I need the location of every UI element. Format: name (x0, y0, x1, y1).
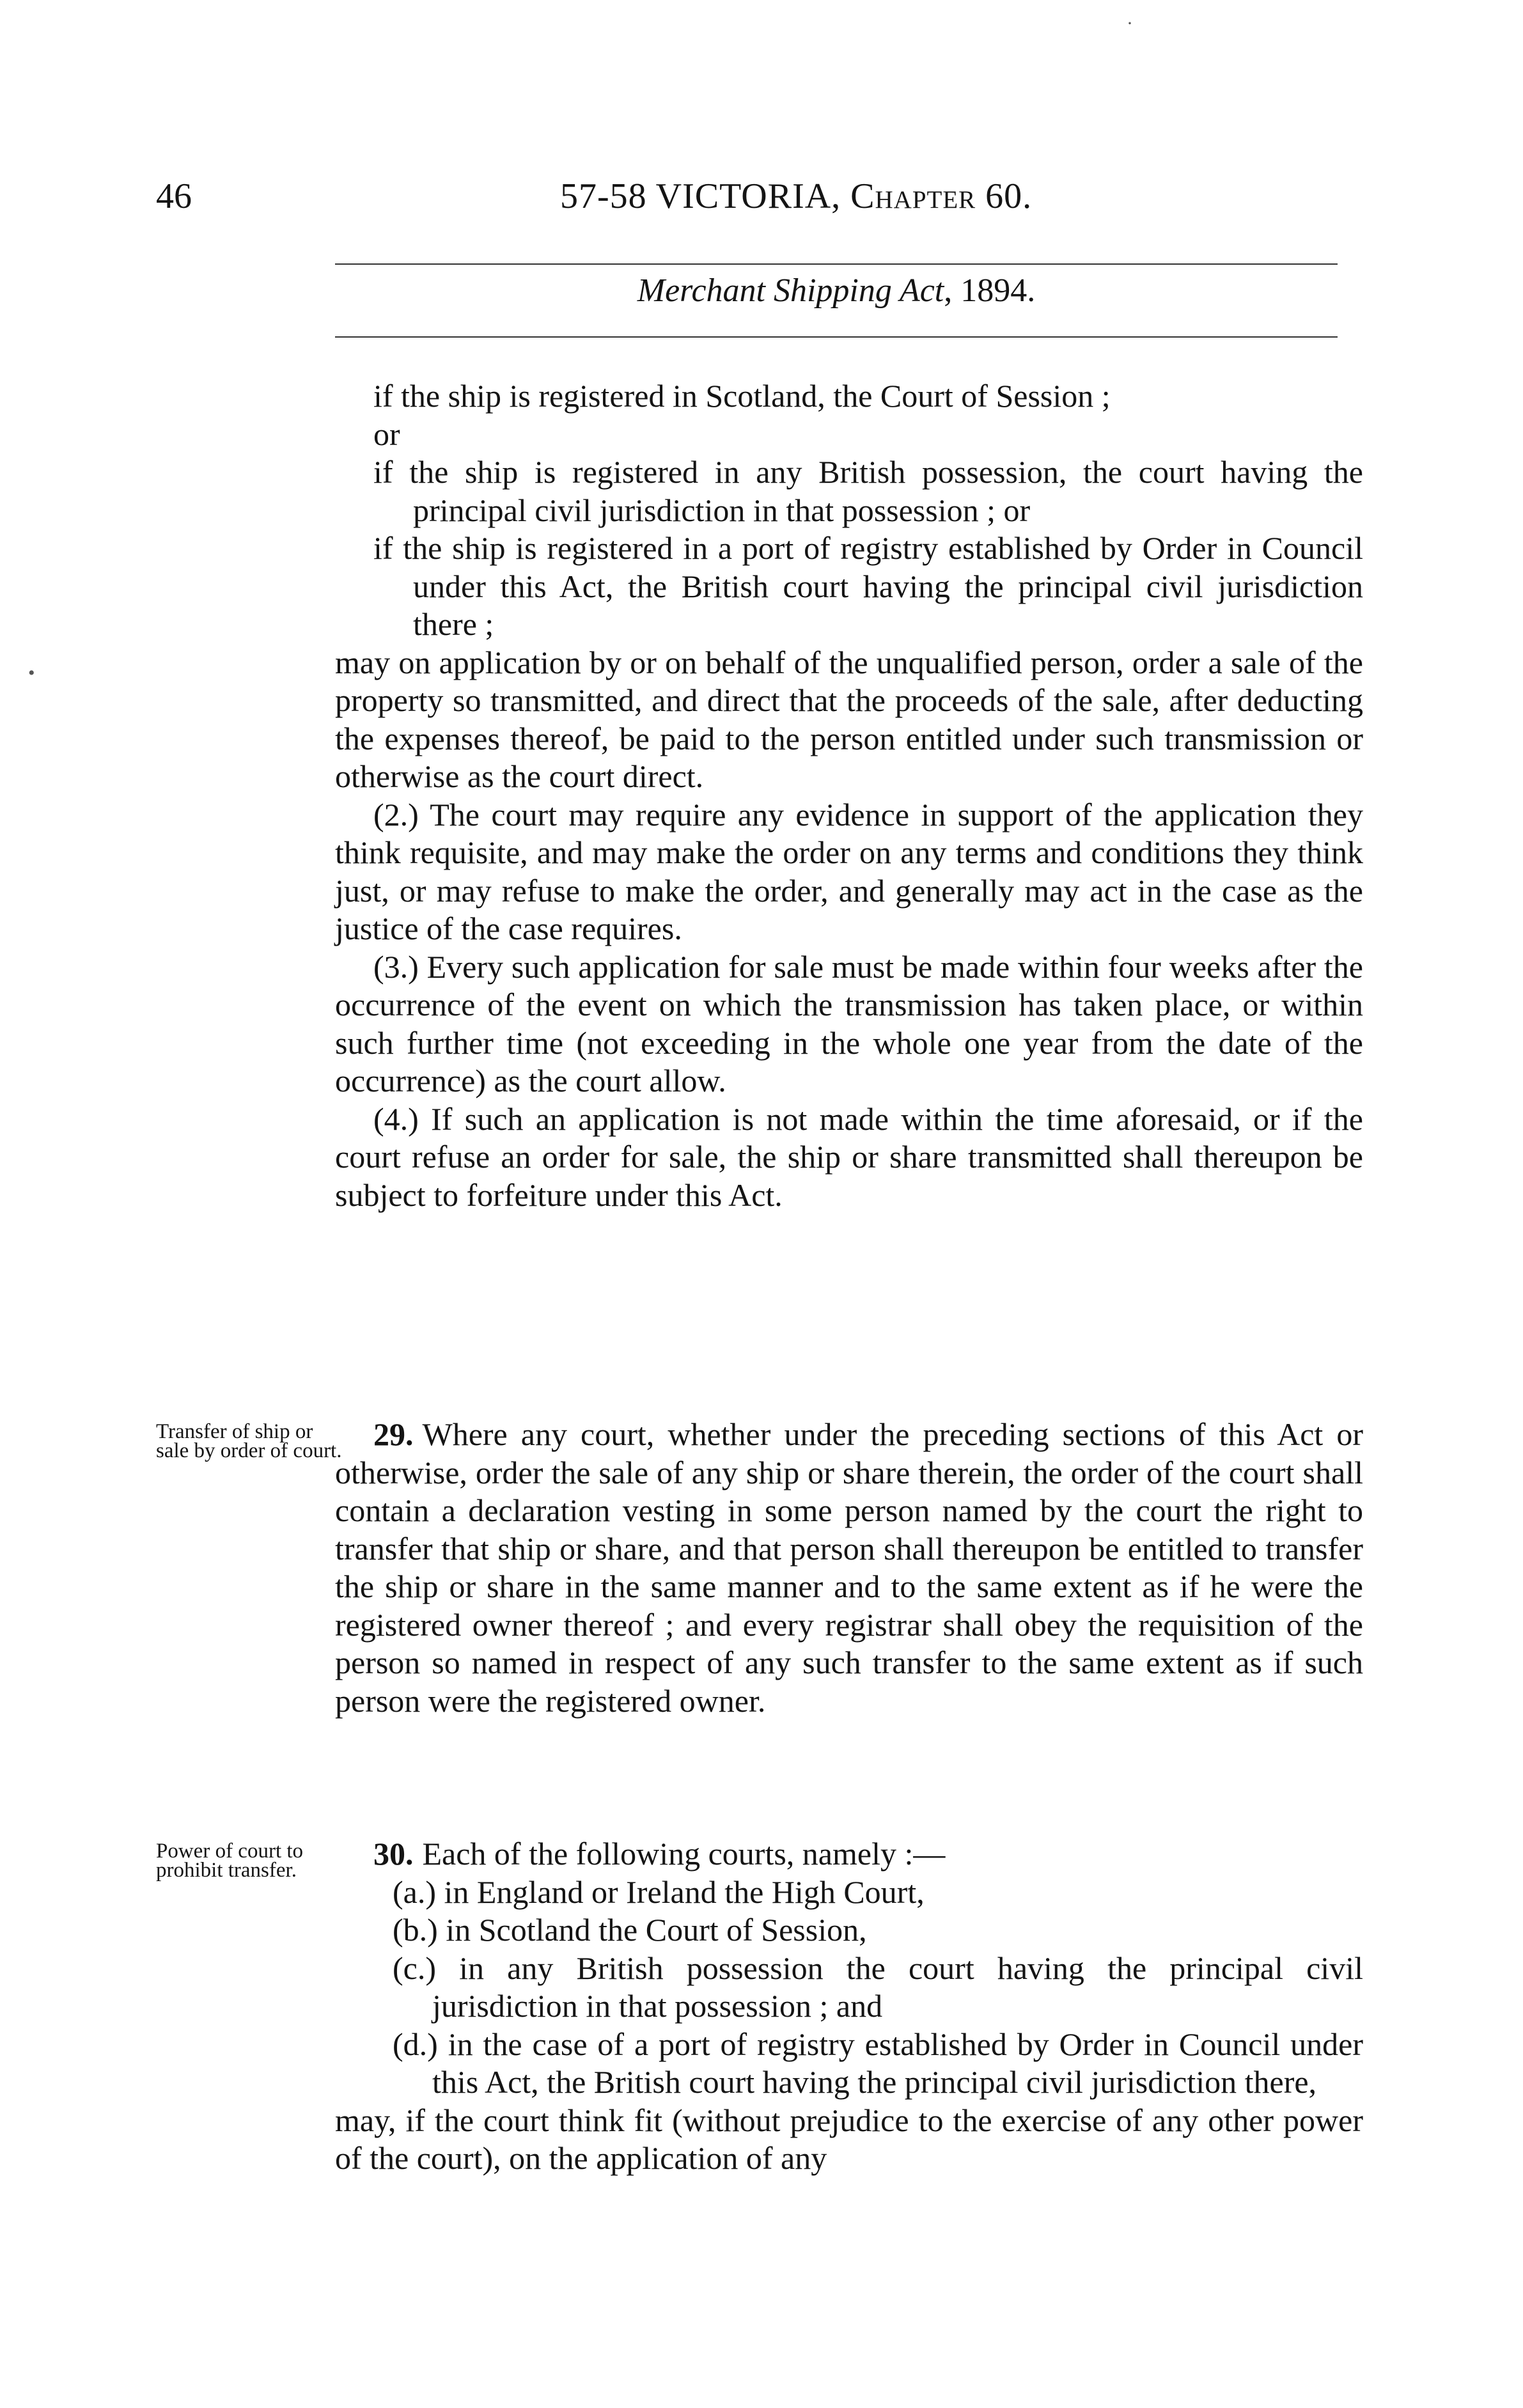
section-30-closing: may, if the court think fit (without prejudice to the exercise of any other power of the court), on the application of any (335, 2102, 1363, 2176)
act-subtitle (335, 270, 1338, 312)
subsection-4: (4.) If such an application is not made within the time aforesaid, or if the court refuse an order for sale, the ship or share transmitted shall thereupon be subject to forfeiture under this Act. (335, 1100, 1363, 1213)
section-28-continuation (335, 377, 1363, 1214)
sale-order-clause: may on application by or on behalf of the unqualified person, order a sale of the property so transmitted, and direct that the proceeds of the sale, after deducting the expenses thereof, be paid to the person entitled under such transmission or otherwise as the court direct. (335, 644, 1363, 794)
header-rule-top (335, 263, 1338, 265)
act-year: , 1894. (944, 272, 1036, 309)
stray-mark-top: · (1127, 13, 1133, 34)
page-number: 46 (156, 176, 192, 216)
court-british-possession: if the ship is registered in any British possession, the court having the principal civil jurisdiction in that possession ; or (373, 454, 1363, 528)
running-title-chapter: Chapter 60. (850, 176, 1033, 216)
section-29-number: 29. (373, 1416, 414, 1452)
act-name: Merchant Shipping Act (637, 272, 944, 309)
section-30-intro (335, 1835, 1363, 1873)
subsection-2: (2.) The court may require any evidence in support of the application they think requisite, and may make the order on any terms and conditions they think just, or may refuse to make the order, and generally may act in the case as the justice of the case requires. (335, 796, 1363, 946)
stray-mark: • (28, 662, 35, 684)
section-30-number: 30. (373, 1836, 414, 1872)
header-rule-bottom (335, 336, 1338, 338)
running-title-main: 57-58 VICTORIA, (560, 176, 851, 216)
margin-note-29: Transfer of ship or sale by order of court. (156, 1420, 342, 1462)
subsection-3: (3.) Every such application for sale must be made within four weeks after the occurrence of the event on which the transmission has taken place, or within such further time (not exceeding in the whole one year from the date of the occurrence) as the court allow. (335, 948, 1363, 1098)
section-29 (335, 1416, 1363, 1720)
section-30-item-d: (d.) in the case of a port of registry established by Order in Council under this Act, the British court having the principal civil jurisdiction there, (393, 2026, 1363, 2100)
running-title (560, 174, 1032, 219)
section-29-text: Where any court, whether under the preceding sections of this Act or otherwise, order the sale of any ship or share therein, the order of the court shall contain a declaration vesting in some person named by the court the right to transfer that ship or share, and that person shall thereupon be entitled to transfer the ship or share in the same manner and to the same extent as if he were the registered owner thereof ; and every registrar shall obey the requisition of the person so named in respect of any such transfer to the same extent as if such person were the registered owner. (335, 1416, 1363, 1719)
section-30 (335, 1835, 1363, 2178)
section-30-intro-text: Each of the following courts, namely :— (422, 1836, 946, 1872)
section-29-body (335, 1416, 1363, 1720)
section-30-item-c: (c.) in any British possession the court having the principal civil jurisdiction in that possession ; and (393, 1950, 1363, 2024)
section-30-item-b: (b.) in Scotland the Court of Session, (393, 1912, 867, 1948)
or-connector: or (373, 416, 400, 452)
court-scotland: if the ship is registered in Scotland, the Court of Session ; (373, 378, 1111, 414)
section-30-item-a: (a.) in England or Ireland the High Court, (393, 1873, 925, 1910)
margin-note-30: Power of court to prohibit transfer. (156, 1840, 304, 1882)
court-order-in-council: if the ship is registered in a port of registry established by Order in Council under this Act, the British court having the principal civil jurisdiction there ; (373, 530, 1363, 642)
